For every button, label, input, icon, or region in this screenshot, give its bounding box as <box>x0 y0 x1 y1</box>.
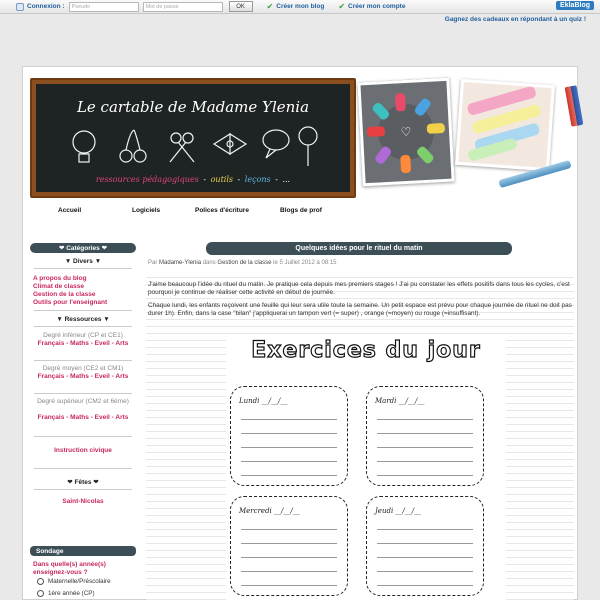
banner-chalkboard[interactable] <box>30 78 356 198</box>
create-account-link[interactable] <box>338 2 405 11</box>
tagline-part: - <box>237 175 241 184</box>
nav-blogs-de-prof[interactable]: Blogs de prof <box>280 207 322 214</box>
poll-question: Dans quelle(s) année(s) enseignez-vous ? <box>33 561 106 576</box>
lightbulb-icon <box>73 131 95 162</box>
svg-text:♡: ♡ <box>400 124 412 140</box>
tagline-part: ... <box>282 175 291 184</box>
main-nav <box>0 207 600 217</box>
day-card <box>366 496 484 596</box>
worksheet-title: Exercices du jour <box>251 338 481 363</box>
eklablog-logo[interactable]: EklaBlog <box>556 1 594 10</box>
login-label: Connexion : <box>27 3 65 10</box>
quiz-promo-link[interactable]: Gagnez des cadeaux en répondant à un quiz ! <box>444 16 586 23</box>
poll-radio-cp[interactable] <box>37 590 44 597</box>
fetes-header[interactable]: ❤ Fêtes ❤ <box>67 479 99 486</box>
sidebar-link-climat[interactable]: Climat de classe <box>33 283 84 290</box>
blog-title: Le cartable de Madame Ylenia <box>76 98 310 116</box>
username-input[interactable]: Pseudo <box>69 2 139 12</box>
post-meta <box>148 260 337 266</box>
level-inferieur-links[interactable]: Français - Maths - Eveil - Arts <box>37 340 129 347</box>
day-card <box>230 386 348 486</box>
divider <box>34 326 132 327</box>
nav-polices[interactable]: Polices d'écriture <box>195 207 249 214</box>
divers-header[interactable]: ▼ Divers ▼ <box>64 258 102 265</box>
poll-header: Sondage <box>30 546 136 556</box>
cherries-icon <box>120 130 146 162</box>
divider <box>34 360 132 361</box>
chalk-sticks-photo <box>455 79 555 171</box>
day-card <box>366 386 484 486</box>
poll-radio-maternelle[interactable] <box>37 578 44 585</box>
meta-mid: dans <box>202 260 216 266</box>
check-icon: ✔ <box>266 2 274 11</box>
nav-accueil[interactable]: Accueil <box>58 207 82 214</box>
level-inferieur: Degré inférieur (CP et CE1) <box>43 332 123 339</box>
ressources-header[interactable]: ▼ Ressources ▼ <box>56 316 110 323</box>
instruction-civique-link[interactable]: Instruction civique <box>54 447 112 454</box>
worksheet-image <box>226 336 506 600</box>
divider <box>34 468 132 469</box>
banner-tagline <box>36 175 350 184</box>
day-label: Lundi __/__/__ <box>239 397 288 405</box>
check-icon: ✔ <box>338 2 346 11</box>
level-moyen-links[interactable]: Français - Maths - Eveil - Arts <box>37 373 129 380</box>
divider <box>34 268 132 269</box>
create-blog-label: Créer mon blog <box>276 3 325 10</box>
sidebar-link-outils[interactable]: Outils pour l'enseignant <box>33 299 108 306</box>
day-label: Jeudi __/__/__ <box>375 507 422 515</box>
login-ok-button[interactable]: OK <box>229 1 253 12</box>
author-link[interactable]: Madame-Ylenia <box>159 260 202 266</box>
sneakers-circle-photo <box>357 78 454 187</box>
create-blog-link[interactable] <box>267 2 325 11</box>
tagline-part: outils <box>210 175 233 184</box>
category-link[interactable]: Gestion de la classe <box>217 260 272 266</box>
level-superieur-links[interactable]: Français - Maths - Eveil - Arts <box>37 414 129 421</box>
divider <box>34 436 132 437</box>
chalk-doodles <box>64 124 324 168</box>
sidebar-link-gestion[interactable]: Gestion de la classe <box>33 291 96 298</box>
divider <box>34 489 132 490</box>
meta-date: le 5 Juillet 2012 à 08:15 <box>273 260 337 266</box>
post-paragraph: Chaque lundi, les enfants reçoivent une feuille qui leur sera utile toute la semaine. Un petit espace est prévu pour chaque journée de rituel ne doit pas durer 1h). Enfin, dans la case "bilan" j'appliquerai un tampon vert (= super) , orange (=moyen) ou rouge (=insuffisant). <box>148 302 572 317</box>
password-input[interactable]: Mot de passe <box>143 2 223 12</box>
scissors-icon <box>170 133 194 162</box>
tagline-part: leçons <box>244 175 271 184</box>
tagline-part: - <box>275 175 278 184</box>
create-account-label: Créer mon compte <box>348 3 406 10</box>
divider <box>34 310 132 311</box>
level-superieur: Degré supérieur (CM2 et 6ème) <box>37 398 129 405</box>
tagline-part: ressources pédagogiques <box>95 175 199 184</box>
lollipop-icon <box>299 127 317 166</box>
level-moyen: Degré moyen (CE2 et CM1) <box>42 365 124 372</box>
day-label: Mercredi __/__/__ <box>239 507 300 515</box>
tagline-part: - <box>203 175 207 184</box>
meta-prefix: Par <box>148 260 158 266</box>
post-title[interactable]: Quelques idées pour le rituel du matin <box>206 242 512 255</box>
user-icon <box>16 3 24 11</box>
day-card <box>230 496 348 596</box>
divider <box>34 393 132 394</box>
poll-option-label: 1ère année (CP) <box>48 590 95 597</box>
day-label: Mardi __/__/__ <box>375 397 425 405</box>
sidebar-link-a-propos[interactable]: A propos du blog <box>33 275 87 282</box>
poll-option-label: Maternelle/Préscolaire <box>48 578 111 585</box>
speech-bubble-icon <box>263 130 289 158</box>
nav-logiciels[interactable]: Logiciels <box>132 207 161 214</box>
post-paragraph: J'aime beaucoup l'idée du rituel du matin. Je pratique cela depuis mes premiers stages ! J'ai pu constater les effets positifs dans tous les cycles, c'est pourquoi je continue de réaliser cette activité en début de journée. <box>148 281 570 296</box>
categories-header: ❤ Catégories ❤ <box>30 243 136 253</box>
saint-nicolas-link[interactable]: Saint-Nicolas <box>62 498 104 505</box>
top-bar <box>0 0 600 14</box>
bow-icon <box>214 134 246 154</box>
